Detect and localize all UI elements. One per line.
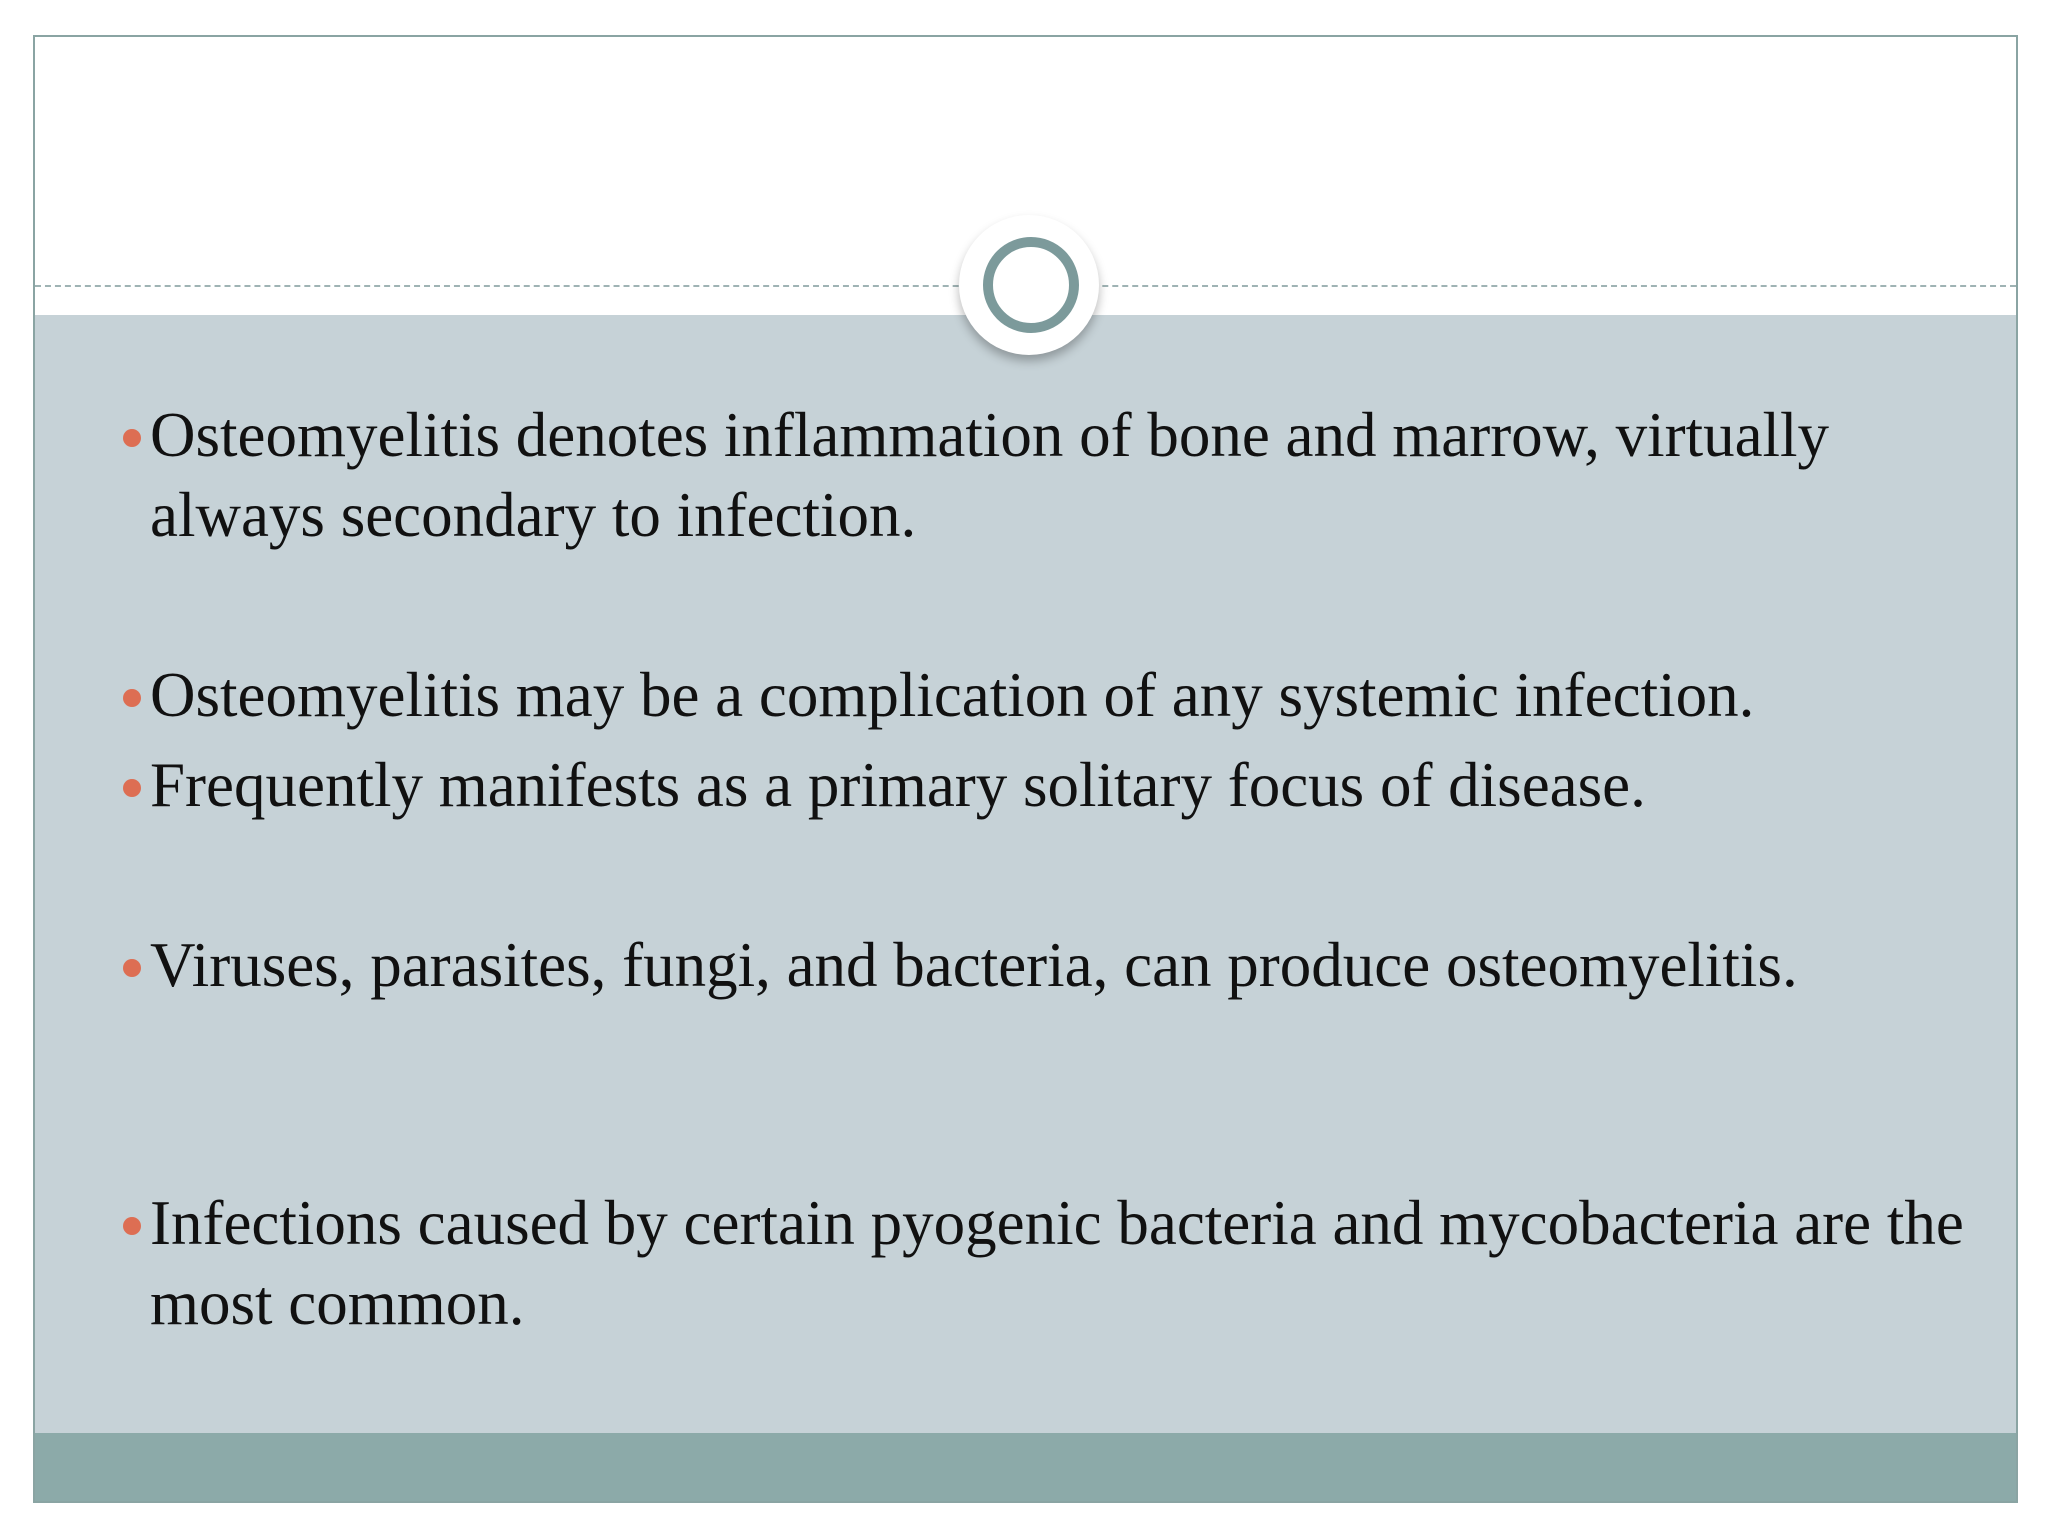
slide	[33, 35, 2018, 1503]
bullet-text: Frequently manifests as a primary solitary focus of disease.	[150, 750, 1646, 820]
circle-icon	[983, 237, 1079, 333]
bullet-dot-icon	[123, 429, 141, 447]
bullet-list	[35, 315, 2016, 1437]
bullet-dot-icon	[123, 779, 141, 797]
bullet-item	[150, 395, 1970, 555]
ring-ornament	[959, 215, 1099, 355]
bullet-dot-icon	[123, 959, 141, 977]
bullet-dot-icon	[123, 689, 141, 707]
footer-band	[35, 1433, 2016, 1501]
bullet-item	[150, 925, 1970, 1005]
bullet-text: Viruses, parasites, fungi, and bacteria, can produce osteomyelitis.	[150, 930, 1798, 1000]
bullet-dot-icon	[123, 1217, 141, 1235]
bullet-item	[150, 1183, 1970, 1343]
bullet-text: Osteomyelitis may be a complication of any systemic infection.	[150, 660, 1755, 730]
bullet-item	[150, 745, 1970, 825]
bullet-text: Infections caused by certain pyogenic bacteria and mycobacteria are the most common.	[150, 1188, 1964, 1338]
content-area	[35, 315, 2016, 1437]
bullet-item	[150, 655, 1970, 735]
bullet-text: Osteomyelitis denotes inflammation of bone and marrow, virtually always secondary to infection.	[150, 400, 1830, 550]
